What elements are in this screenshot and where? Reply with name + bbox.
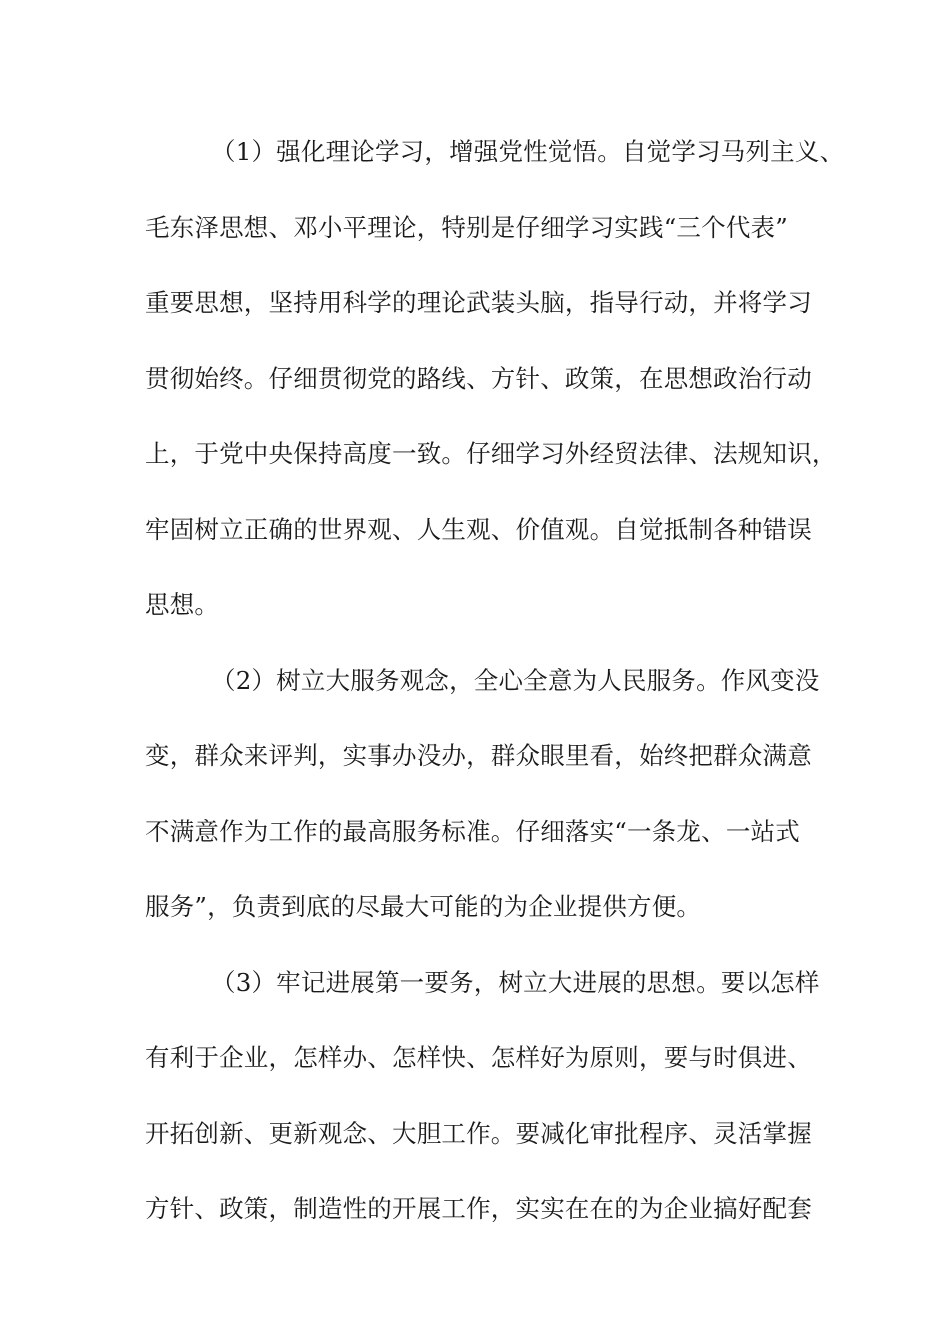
paragraph-2-line-3: 不满意作为工作的最高服务标准。仔细落实“一条龙、一站式 <box>145 816 800 846</box>
paragraph-2-line-1: （2）树立大服务观念，全心全意为人民服务。作风变没 <box>211 665 820 695</box>
paragraph-3-line-4: 方针、政策，制造性的开展工作，实实在在的为企业搞好配套 <box>145 1194 812 1223</box>
paragraph-3-line-3: 开拓创新、更新观念、大胆工作。要减化审批程序、灵活掌握 <box>145 1118 812 1148</box>
paragraph-1-line-2: 毛东泽思想、邓小平理论，特别是仔细学习实践“三个代表” <box>145 212 788 242</box>
paragraph-1-line-7: 思想。 <box>145 590 220 619</box>
paragraph-1-line-5: 上，于党中央保持高度一致。仔细学习外经贸法律、法规知识， <box>145 439 837 468</box>
document-body <box>145 126 845 1259</box>
paragraph-2-line-2: 变，群众来评判，实事办没办，群众眼里看，始终把群众满意 <box>145 741 812 770</box>
paragraph-3-line-1: （3）牢记进展第一要务，树立大进展的思想。要以怎样 <box>211 967 820 997</box>
paragraph-1-line-4: 贯彻始终。仔细贯彻党的路线、方针、政策，在思想政治行动 <box>145 363 812 393</box>
paragraph-2-line-4: 服务”，负责到底的尽最大可能的为企业提供方便。 <box>145 892 702 921</box>
paragraph-1-line-1: （1）强化理论学习，增强党性觉悟。自觉学习马列主义、 <box>211 137 845 166</box>
paragraph-1-line-3: 重要思想，坚持用科学的理论武装头脑，指导行动，并将学习 <box>145 288 812 317</box>
paragraph-3-line-2: 有利于企业，怎样办、怎样快、怎样好为原则，要与时俱进、 <box>145 1043 812 1072</box>
paragraph-1-line-6: 牢固树立正确的世界观、人生观、价值观。自觉抵制各种错误 <box>145 514 812 544</box>
